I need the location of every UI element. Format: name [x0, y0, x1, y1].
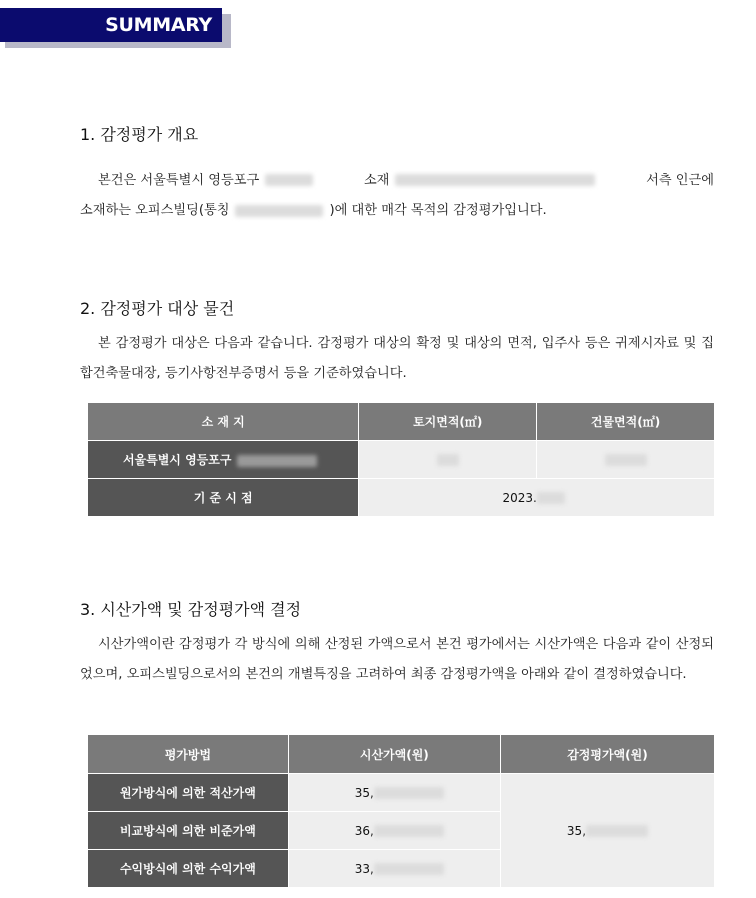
- building-area-cell: [537, 441, 715, 479]
- col-building-area: 건물면적(㎡): [537, 403, 715, 441]
- value-comparison: 36,: [354, 823, 374, 838]
- redacted-district: [265, 174, 313, 186]
- redacted-value: [374, 787, 444, 799]
- section1-text-b: 소재: [363, 173, 390, 188]
- redacted-lot: [237, 455, 317, 467]
- value-cost-cell: [288, 774, 500, 812]
- valuation-table: [87, 734, 715, 888]
- method-income: 수익방식에 의한 수익가액: [88, 850, 289, 888]
- property-table: [87, 402, 715, 517]
- method-comparison: 비교방식에 의한 비준가액: [88, 812, 289, 850]
- section1-text-c: 서측 인근에: [646, 173, 714, 188]
- redacted-land-area: [437, 454, 459, 466]
- section3-paragraph: 시산가액이란 감정평가 각 방식에 의해 산정된 가액으로서 본건 평가에서는 시산가액은 다음과 같이 산정되었으며, 오피스빌딩으로서의 본건의 개별특징을 고려하여 최종 감정평가액을 아래와 같이 결정하였습니다.: [80, 637, 714, 682]
- section1-text-a: 본건은 서울특별시 영등포구: [98, 173, 260, 188]
- col-appraised-value: 감정평가액(원): [500, 735, 714, 774]
- col-land-area: 토지면적(㎡): [359, 403, 537, 441]
- redacted-building-area: [605, 454, 647, 466]
- col-location: 소 재 지: [88, 403, 359, 441]
- value-cost: 35,: [354, 785, 374, 800]
- section1-heading: 1. 감정평가 개요: [80, 125, 199, 144]
- col-method: 평가방법: [88, 735, 289, 774]
- method-cost: 원가방식에 의한 적산가액: [88, 774, 289, 812]
- value-income: 33,: [354, 861, 374, 876]
- base-date-label: 기 준 시 점: [88, 479, 359, 517]
- section3-heading: 3. 시산가액 및 감정평가액 결정: [80, 600, 302, 619]
- redacted-value: [374, 825, 444, 837]
- summary-title: SUMMARY: [105, 14, 212, 36]
- section2-heading: 2. 감정평가 대상 물건: [80, 299, 235, 318]
- section1-paragraph: [80, 166, 714, 226]
- value-income-cell: [288, 850, 500, 888]
- final-value-cell: [500, 774, 714, 888]
- final-value: 35,: [566, 823, 587, 838]
- value-comparison-cell: [288, 812, 500, 850]
- col-trial-value: 시산가액(원): [288, 735, 500, 774]
- section1-text-e: )에 대한 매각 목적의 감정평가입니다.: [329, 203, 547, 218]
- redacted-date: [537, 492, 565, 504]
- section1-text-d: 소재하는 오피스빌딩(통칭: [80, 203, 230, 218]
- summary-banner: [0, 8, 222, 42]
- redacted-value: [374, 863, 444, 875]
- redacted-building-name: [235, 205, 323, 217]
- base-date-value: 2023.: [502, 490, 537, 505]
- land-area-cell: [359, 441, 537, 479]
- location-text: 서울특별시 영등포구: [122, 453, 232, 467]
- redacted-final-value: [586, 825, 648, 837]
- section2-paragraph: 본 감정평가 대상은 다음과 같습니다. 감정평가 대상의 확정 및 대상의 면적, 입주사 등은 귀제시자료 및 집합건축물대장, 등기사항전부증명서 등을 기준하였습니다.: [80, 336, 714, 381]
- redacted-address: [395, 174, 595, 186]
- base-date-cell: [359, 479, 715, 517]
- location-cell: [88, 441, 359, 479]
